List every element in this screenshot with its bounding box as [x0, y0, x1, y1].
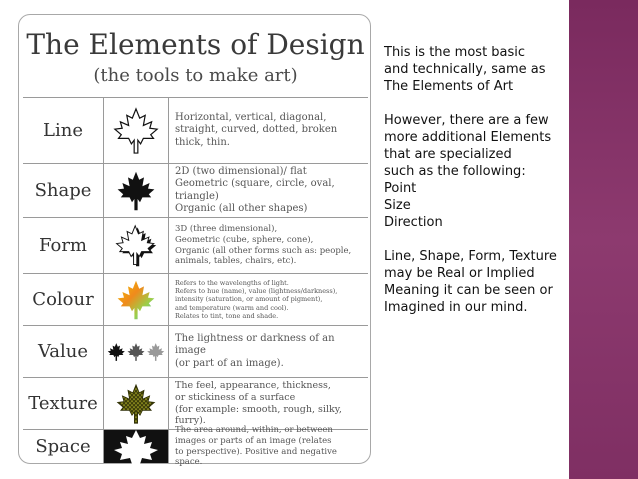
row-shape: [23, 163, 368, 217]
row-description: The area around, within, or between images or parts of an image (relates to perspective). Positive and negative space.: [175, 425, 337, 468]
maple-leaf-outline-icon: [104, 98, 169, 163]
row-description: Horizontal, vertical, diagonal, straight, curved, dotted, broken thick, thin.: [175, 111, 338, 148]
notes-paragraph-1: This is the most basic and technically, same as The Elements of Art: [384, 45, 546, 94]
row-form: [23, 217, 368, 273]
notes-paragraph-3: Line, Shape, Form, Texture may be Real or Implied Meaning it can be seen or Imagined in our mind.: [384, 249, 557, 315]
row-value: [23, 325, 368, 377]
row-name: Texture: [23, 378, 104, 429]
maple-leaf-value-icon: [104, 326, 169, 377]
chart-subtitle: (the tools to make art): [93, 65, 298, 86]
row-description: Refers to the wavelengths of light. Refers to hue (name), value (lightness/darkness), intensity (saturation, or amount of pigment), and temperature (warm and cool). Relates to tint, tone and shade.: [175, 279, 338, 320]
row-line: [23, 97, 368, 163]
notes-text: [384, 44, 574, 333]
accent-side-bar: [569, 0, 638, 479]
row-description: The lightness or darkness of an image (or part of an image).: [175, 332, 335, 369]
elements-of-design-chart: [18, 14, 371, 468]
row-name: Space: [23, 430, 104, 463]
notes-paragraph-2: However, there are a few more additional Elements that are specialized such as the following: Point Size Direction: [384, 113, 552, 230]
row-description: The feel, appearance, thickness, or stickiness of a surface (for example: smooth, rough, silky, furry).: [175, 379, 342, 427]
chart-title: The Elements of Design: [26, 28, 365, 61]
maple-leaf-color-icon: [104, 274, 169, 325]
row-name: Value: [23, 326, 104, 377]
maple-leaf-solid-icon: [104, 164, 169, 217]
negative-space-icon: [104, 430, 169, 463]
row-texture: [23, 377, 368, 429]
row-description: 3D (three dimensional), Geometric (cube, sphere, cone), Organic (all other forms such as: people, animals, tables, chairs, etc).: [175, 224, 352, 267]
row-space: [23, 425, 368, 468]
row-name: Shape: [23, 164, 104, 217]
maple-leaf-texture-icon: [104, 378, 169, 429]
row-colour: [23, 273, 368, 325]
row-name: Colour: [23, 274, 104, 325]
maple-leaf-3d-icon: [104, 218, 169, 273]
row-description: 2D (two dimensional)/ flat Geometric (square, circle, oval, triangle) Organic (all other shapes): [175, 165, 335, 214]
row-name: Form: [23, 218, 104, 273]
row-name: Line: [23, 98, 104, 163]
